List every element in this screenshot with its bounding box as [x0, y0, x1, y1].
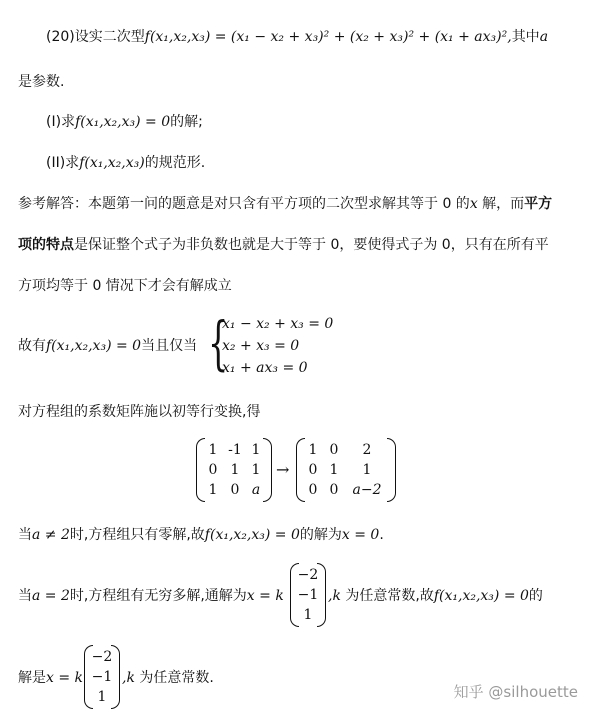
final-solution-vector [84, 645, 120, 711]
problem-args: (x₁,x₂,x₃) [149, 29, 211, 45]
problem-func: f [144, 29, 150, 45]
case2-e: 的 [528, 588, 543, 604]
case1-sol: x = 0 [341, 527, 380, 543]
problem-param: a [539, 29, 549, 45]
iff-mid: 当且仅当 [141, 338, 198, 354]
system-brace: { [208, 309, 229, 377]
case2-c: ,k [328, 588, 341, 604]
equation-system [208, 309, 348, 378]
part1-label: (I)求 [46, 114, 76, 130]
general-solution-vector [290, 563, 326, 629]
matrix-b-cell: 1 [362, 462, 372, 478]
matrix-a-cell: 1 [208, 442, 218, 458]
vector-cell: −2 [297, 567, 319, 583]
problem-line-2 [18, 72, 64, 92]
final-x: x = k [46, 670, 84, 686]
final-c: ,k [122, 670, 135, 686]
system-eq-1: x₁ − x₂ + x₃ = 0 [222, 316, 334, 332]
matrix-a-cell: 0 [230, 482, 240, 498]
solution-line-3 [18, 276, 232, 296]
system-eq-3: x₁ + ax₃ = 0 [222, 360, 308, 376]
zhihu-watermark: 知乎 @silhouette [453, 683, 578, 701]
final-line-tail [122, 668, 214, 688]
matrix-b-cell: 1 [308, 442, 318, 458]
part1-tail: 的解; [170, 114, 203, 130]
matrix-b-right-paren [387, 438, 396, 502]
problem-line-1 [46, 27, 548, 47]
matrix-b-cell: 1 [329, 462, 339, 478]
case-2-line [18, 586, 284, 606]
solution-p1a: 参考解答：本题第一问的题意是对只含有平方项的二次型求解其等于 0 的 [18, 196, 470, 212]
final-vector-cell: −1 [91, 669, 113, 685]
matrix-a-cell: -1 [228, 442, 242, 458]
solution-p2-bold: 项的特点 [18, 237, 74, 253]
solution-line-2 [18, 235, 549, 255]
solution-p1-bold: 平方 [524, 196, 553, 212]
final-d: 为任意常数. [134, 670, 214, 686]
iff-prefix: 故有 [18, 338, 46, 354]
matrix-b-cell: 2 [362, 442, 372, 458]
final-vector-cell: 1 [97, 689, 107, 705]
final-line [18, 668, 83, 688]
system-eq-2: x₂ + x₃ = 0 [222, 338, 300, 354]
problem-intro: 设实二次型 [74, 29, 145, 45]
case1-cond: a ≠ 2 [32, 527, 70, 543]
part2-tail: 的规范形. [144, 155, 206, 171]
matrix-a-cell: 1 [251, 462, 261, 478]
matrix-b-cell: a−2 [352, 482, 382, 498]
case2-d: 为任意常数,故 [340, 588, 434, 604]
matrix-b-cell: 0 [329, 482, 339, 498]
case1-a: 当 [18, 527, 32, 543]
case1-expr: f(x₁,x₂,x₃) = 0 [204, 527, 300, 543]
part1-expr: f(x₁,x₂,x₃) = 0 [75, 114, 171, 130]
matrix-b [296, 438, 396, 504]
matrix-a-cell: 1 [208, 482, 218, 498]
matrix-b-cell: 0 [308, 482, 318, 498]
part2-expr: f(x₁,x₂,x₃) [79, 155, 145, 171]
matrix-a [196, 438, 272, 504]
solution-p1b: 解，而 [477, 196, 525, 212]
vector-cell: 1 [303, 607, 313, 623]
row-transform-arrow: → [276, 460, 290, 479]
iff-expr: f(x₁,x₂,x₃) = 0 [46, 338, 142, 354]
matrix-a-cell: 1 [230, 462, 240, 478]
case2-b: 时,方程组有无穷多解,通解为 [69, 588, 247, 604]
matrix-a-cell: a [251, 482, 261, 498]
final-vector-cell: −2 [91, 649, 113, 665]
vector-cell: −1 [297, 587, 319, 603]
case2-expr: f(x₁,x₂,x₃) = 0 [433, 588, 529, 604]
matrix-b-cell: 0 [308, 462, 318, 478]
matrix-a-cell: 1 [251, 442, 261, 458]
case2-a: 当 [18, 588, 32, 604]
part2-label: (II)求 [46, 155, 80, 171]
case-2-line-tail [328, 586, 543, 606]
solution-p1x: x [469, 196, 478, 212]
case1-b: 时,方程组只有零解,故 [69, 527, 205, 543]
case1-c: 的解为 [299, 527, 342, 543]
case2-x: x = k [246, 588, 284, 604]
part-2 [46, 153, 205, 173]
matrix-b-cell: 0 [329, 442, 339, 458]
case1-end: . [379, 527, 384, 543]
solution-p3: 方项均等于 0 情况下才会有解成立 [18, 278, 232, 294]
problem-equation: = (x₁ − x₂ + x₃)² + (x₂ + x₃)² + (x₁ + ax₃)², [210, 29, 512, 45]
part-1 [46, 112, 203, 132]
matrix-a-right-paren [263, 438, 272, 502]
matrix-a-cell: 0 [208, 462, 218, 478]
transform-line [18, 402, 260, 422]
solution-line-1 [18, 194, 552, 214]
transform-text: 对方程组的系数矩阵施以初等行变换,得 [18, 404, 261, 420]
solution-p2: 是保证整个式子为非负数也就是大于等于 0，要使得式子为 0，只有在所有平 [74, 237, 549, 253]
case2-cond: a = 2 [32, 588, 70, 604]
final-a: 解是 [18, 670, 46, 686]
problem-line2-text: 是参数. [18, 74, 65, 90]
iff-line [18, 336, 197, 356]
problem-tail: 其中 [511, 29, 540, 45]
problem-number: (20) [46, 29, 75, 45]
case-1-line [18, 525, 384, 545]
